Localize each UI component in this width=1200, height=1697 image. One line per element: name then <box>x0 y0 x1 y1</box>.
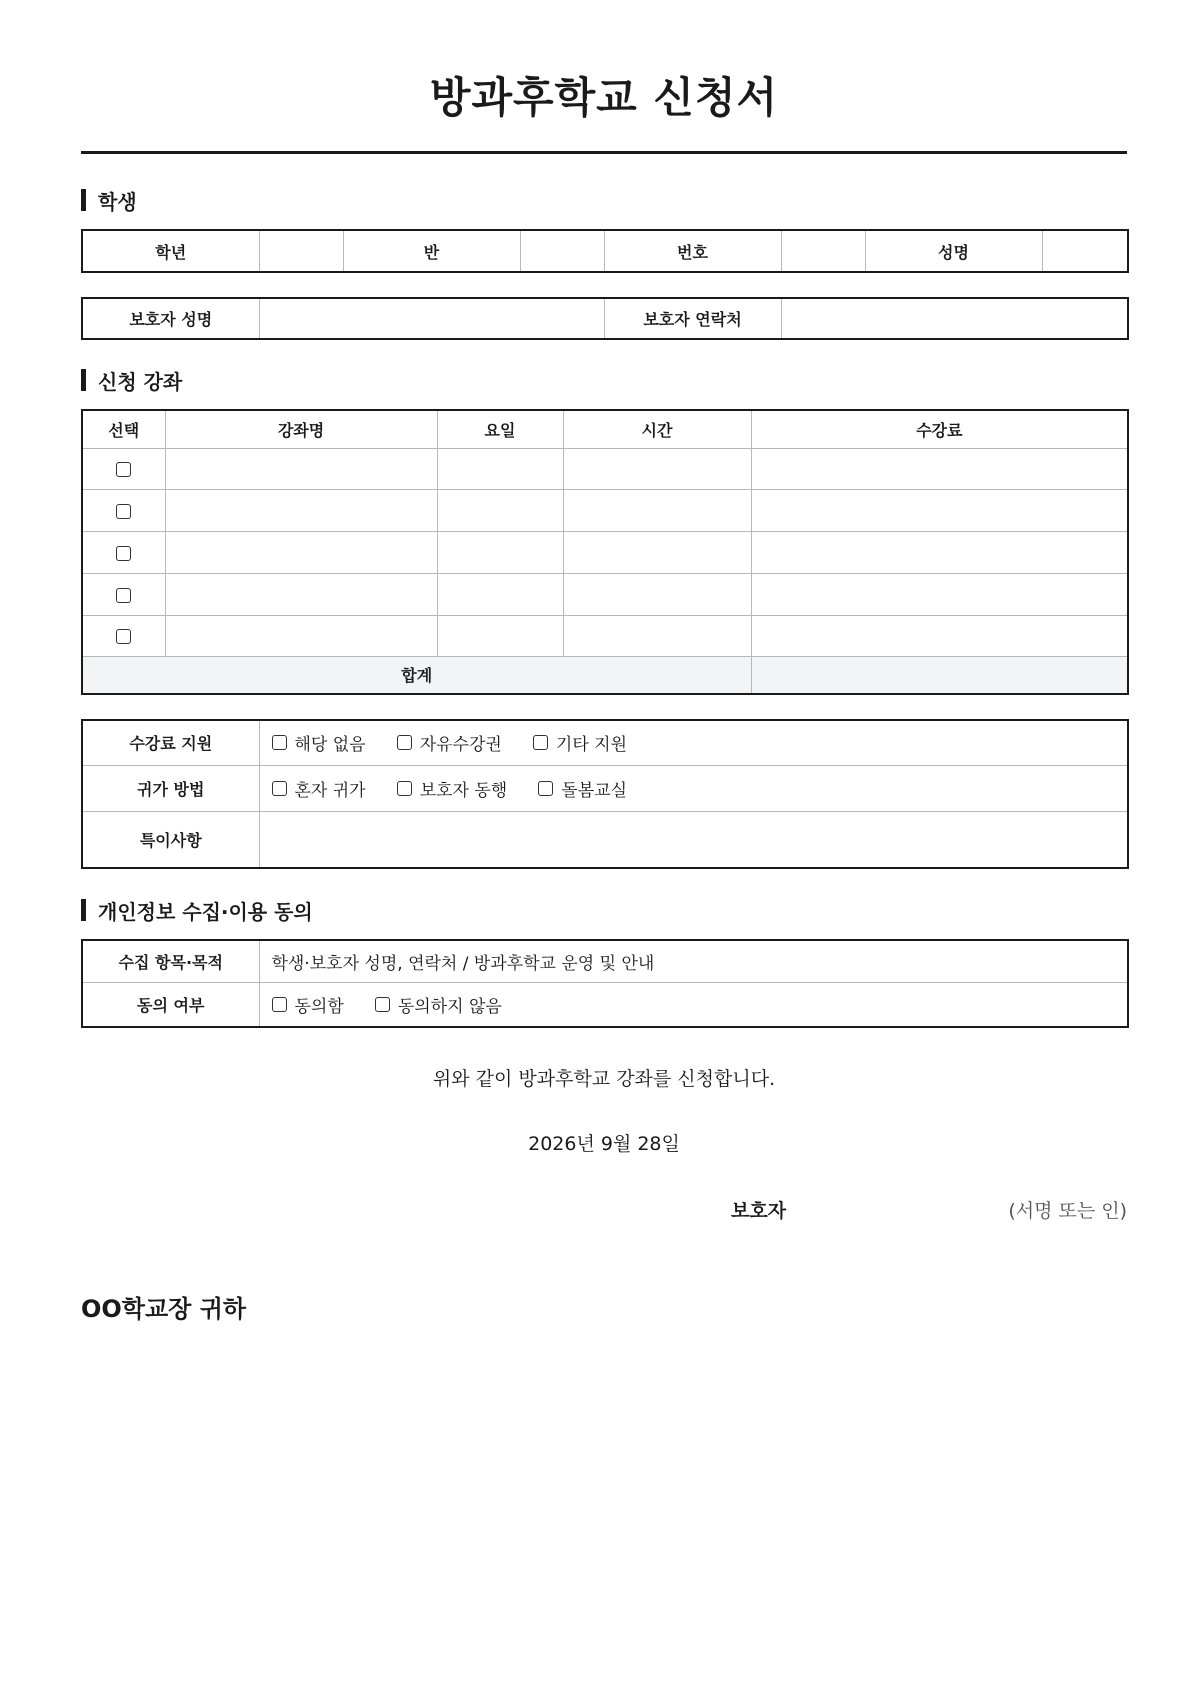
privacy-heading-text: 개인정보 수집·이용 동의 <box>98 899 313 924</box>
return-method-label: 귀가 방법 <box>82 765 259 811</box>
course-name-cell[interactable] <box>165 615 437 656</box>
section-marker <box>81 369 86 391</box>
col-header-day: 요일 <box>437 410 563 448</box>
title-divider <box>81 151 1127 154</box>
fee-support-option[interactable] <box>272 730 366 755</box>
consent-options <box>259 982 1128 1027</box>
checkbox-icon[interactable] <box>272 997 287 1012</box>
signature-role: 보호자 <box>731 1200 787 1222</box>
option-label: 동의함 <box>294 996 344 1017</box>
section-marker <box>81 189 86 211</box>
course-day-cell[interactable] <box>437 489 563 531</box>
consent-label: 동의 여부 <box>82 982 259 1027</box>
course-time-cell[interactable] <box>563 531 751 573</box>
return-method-option[interactable] <box>397 776 508 801</box>
option-label: 보호자 동행 <box>419 780 508 801</box>
name-field[interactable] <box>1042 230 1128 272</box>
checkbox-icon[interactable] <box>397 781 412 796</box>
privacy-table <box>81 939 1129 1028</box>
signature-row <box>81 1196 1127 1223</box>
return-method-option[interactable] <box>272 776 366 801</box>
course-heading-text: 신청 강좌 <box>98 369 183 394</box>
purpose-label: 수집 항목·목적 <box>82 940 259 982</box>
checkbox-icon[interactable] <box>533 735 548 750</box>
course-name-cell[interactable] <box>165 573 437 615</box>
course-fee-cell[interactable] <box>751 489 1128 531</box>
notes-label: 특이사항 <box>82 811 259 868</box>
table-row <box>82 615 1128 656</box>
checkbox-icon[interactable] <box>272 735 287 750</box>
notes-field[interactable] <box>259 811 1128 868</box>
course-select-checkbox[interactable] <box>116 588 131 603</box>
consent-agree-option[interactable] <box>272 992 344 1017</box>
course-select-checkbox[interactable] <box>116 629 131 644</box>
col-header-time: 시간 <box>563 410 751 448</box>
table-row <box>82 531 1128 573</box>
option-label: 동의하지 않음 <box>397 996 502 1017</box>
course-fee-cell[interactable] <box>751 448 1128 489</box>
addressee: OO학교장 귀하 <box>81 1295 247 1323</box>
course-fee-cell[interactable] <box>751 615 1128 656</box>
guardian-contact-field[interactable] <box>781 298 1128 339</box>
total-fee-cell[interactable] <box>751 656 1128 694</box>
return-method-options <box>259 765 1128 811</box>
application-date: 2026년 9월 28일 <box>528 1133 680 1155</box>
course-time-cell[interactable] <box>563 448 751 489</box>
checkbox-icon[interactable] <box>272 781 287 796</box>
course-time-cell[interactable] <box>563 573 751 615</box>
course-select-checkbox[interactable] <box>116 504 131 519</box>
total-label: 합계 <box>82 656 751 694</box>
course-name-cell[interactable] <box>165 489 437 531</box>
guardian-contact-label: 보호자 연락처 <box>604 298 781 339</box>
guardian-info-table <box>81 297 1129 340</box>
signature-hint[interactable]: (서명 또는 인) <box>1008 1200 1127 1222</box>
guardian-name-label: 보호자 성명 <box>82 298 259 339</box>
course-time-cell[interactable] <box>563 489 751 531</box>
student-section-heading <box>81 187 1127 213</box>
purpose-text: 학생·보호자 성명, 연락처 / 방과후학교 운영 및 안내 <box>259 940 1128 982</box>
checkbox-icon[interactable] <box>538 781 553 796</box>
course-section-heading <box>81 367 1127 393</box>
fee-support-options <box>259 720 1128 765</box>
grade-label: 학년 <box>82 230 259 272</box>
fee-support-label: 수강료 지원 <box>82 720 259 765</box>
course-name-cell[interactable] <box>165 448 437 489</box>
option-label: 돌봄교실 <box>561 780 627 801</box>
course-time-cell[interactable] <box>563 615 751 656</box>
class-label: 반 <box>343 230 520 272</box>
student-heading-text: 학생 <box>98 189 137 214</box>
return-method-option[interactable] <box>538 776 627 801</box>
col-header-fee: 수강료 <box>751 410 1128 448</box>
page-title: 방과후학교 신청서 <box>429 73 779 122</box>
col-header-select: 선택 <box>82 410 165 448</box>
option-label: 혼자 귀가 <box>294 780 366 801</box>
col-header-course-name: 강좌명 <box>165 410 437 448</box>
fee-support-option[interactable] <box>533 730 627 755</box>
table-row <box>82 573 1128 615</box>
fee-support-option[interactable] <box>397 730 502 755</box>
table-row <box>82 489 1128 531</box>
total-row <box>82 656 1128 694</box>
options-table <box>81 719 1129 869</box>
course-table <box>81 409 1129 695</box>
table-row <box>82 448 1128 489</box>
student-info-table <box>81 229 1129 273</box>
course-day-cell[interactable] <box>437 615 563 656</box>
option-label: 자유수강권 <box>419 735 502 756</box>
consent-disagree-option[interactable] <box>375 992 502 1017</box>
course-fee-cell[interactable] <box>751 573 1128 615</box>
number-label: 번호 <box>604 230 781 272</box>
course-day-cell[interactable] <box>437 448 563 489</box>
grade-field[interactable] <box>259 230 343 272</box>
section-marker <box>81 899 86 921</box>
option-label: 해당 없음 <box>294 735 366 756</box>
number-field[interactable] <box>781 230 865 272</box>
application-statement: 위와 같이 방과후학교 강좌를 신청합니다. <box>432 1068 776 1090</box>
course-select-checkbox[interactable] <box>116 462 131 477</box>
checkbox-icon[interactable] <box>375 997 390 1012</box>
course-day-cell[interactable] <box>437 531 563 573</box>
option-label: 기타 지원 <box>555 735 627 756</box>
course-day-cell[interactable] <box>437 573 563 615</box>
checkbox-icon[interactable] <box>397 735 412 750</box>
guardian-name-field[interactable] <box>259 298 604 339</box>
class-field[interactable] <box>520 230 604 272</box>
privacy-section-heading <box>81 897 1127 923</box>
course-select-checkbox[interactable] <box>116 546 131 561</box>
name-label: 성명 <box>865 230 1042 272</box>
course-fee-cell[interactable] <box>751 531 1128 573</box>
course-name-cell[interactable] <box>165 531 437 573</box>
application-form <box>81 0 1127 1324</box>
